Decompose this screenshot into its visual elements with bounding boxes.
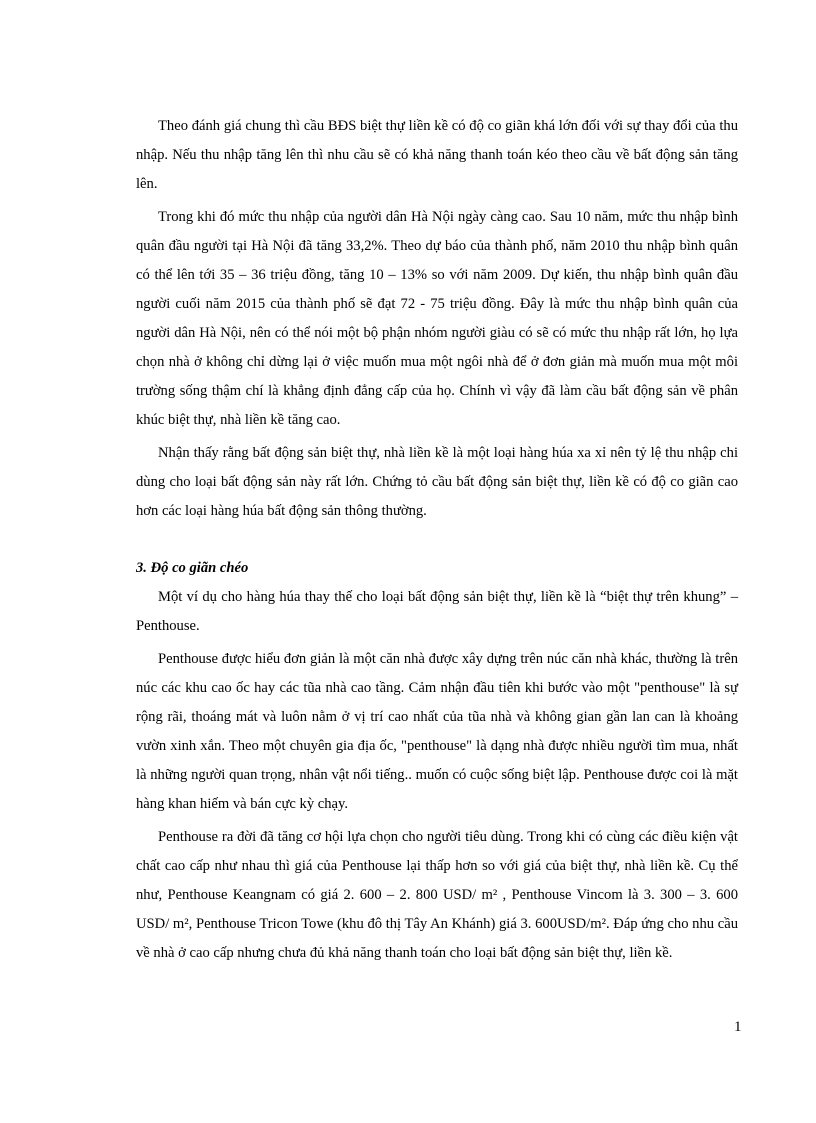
- paragraph-substitute-example: Một ví dụ cho hàng húa thay thế cho loại bất động sản biệt thự, liền kề là “biệt thự trên khung” – Penthouse.: [136, 589, 738, 634]
- paragraph-income-elasticity: Theo đánh giá chung thì cầu BĐS biệt thự liền kề có độ co giãn khá lớn đối với sự thay đổi của thu nhập. Nếu thu nhập tăng lên thì nhu cầu sẽ có khả năng thanh toán kéo theo cầu về bất động sản tăng lên.: [136, 118, 738, 192]
- paragraph-luxury-goods: Nhận thấy rằng bất động sản biệt thự, nhà liền kề là một loại hàng húa xa xỉ nên tỷ lệ thu nhập chi dùng cho loại bất động sản này rất lớn. Chứng tỏ cầu bất động sản biệt thự, liền kề có độ co giãn cao hơn các loại hàng húa bất động sản thông thường.: [136, 445, 738, 519]
- paragraph-penthouse-prices: Penthouse ra đời đã tăng cơ hội lựa chọn cho người tiêu dùng. Trong khi có cùng các điều kiện vật chất cao cấp như nhau thì giá của Penthouse lại thấp hơn so với giá của biệt thự, nhà liền kề. Cụ thể như, Penthouse Keangnam có giá 2. 600 – 2. 800 USD/ m² , Penthouse Vincom là 3. 300 – 3. 600 USD/ m², Penthouse Tricon Towe (khu đô thị Tây An Khánh) giá 3. 600USD/m². Đáp ứng cho nhu cầu về nhà ở cao cấp nhưng chưa đủ khả năng thanh toán cho loại bất động sản biệt thự, liền kề.: [136, 829, 738, 961]
- section-heading: 3. Độ co giãn chéo: [136, 560, 249, 576]
- page-number: 1: [734, 1019, 742, 1035]
- paragraph-hanoi-income: Trong khi đó mức thu nhập của người dân Hà Nội ngày càng cao. Sau 10 năm, mức thu nhập bình quân đầu người tại Hà Nội đã tăng 33,2%. Theo dự báo của thành phố, năm 2010 thu nhập bình quân có thể lên tới 35 – 36 triệu đồng, tăng 10 – 13% so với năm 2009. Dự kiến, thu nhập bình quân đầu người cuối năm 2015 của thành phố sẽ đạt 72 - 75 triệu đồng. Đây là mức thu nhập bình quân của người dân Hà Nội, nên có thể nói một bộ phận nhóm người giàu có sẽ có mức thu nhập rất lớn, họ lựa chọn nhà ở không chỉ dừng lại ở việc muốn mua một ngôi nhà để ở đơn giản mà muốn mua một môi trường sống thậm chí là khẳng định đẳng cấp của họ. Chính vì vậy đã làm cầu bất động sản về phân khúc biệt thự, nhà liền kề tăng cao.: [136, 209, 738, 428]
- paragraph-penthouse-definition: Penthouse được hiểu đơn giản là một căn nhà được xây dựng trên núc căn nhà khác, thường là trên núc các khu cao ốc hay các tũa nhà cao tầng. Cảm nhận đầu tiên khi bước vào một "penthouse" là sự rộng rãi, thoáng mát và luôn nằm ở vị trí cao nhất của tũa nhà và không gian gần lan can là khoảng vườn xinh xắn. Theo một chuyên gia địa ốc, "penthouse" là dạng nhà được nhiều người tìm mua, nhất là những người quan trọng, nhân vật nổi tiếng.. muốn có cuộc sống biệt lập. Penthouse được coi là mặt hàng khan hiếm và bán cực kỳ chạy.: [136, 651, 738, 812]
- page-content: [136, 112, 738, 972]
